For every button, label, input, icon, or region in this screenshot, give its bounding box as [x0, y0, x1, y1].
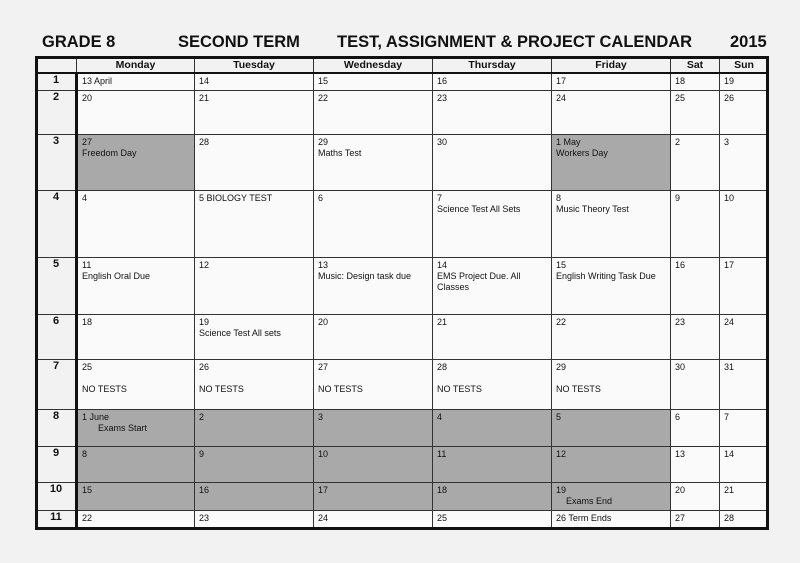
day-date: 24: [556, 92, 567, 103]
day-date: 22: [318, 92, 329, 103]
year-label: 2015: [730, 33, 767, 51]
day-date: 18: [437, 484, 448, 495]
day-date: 12: [556, 448, 567, 459]
day-date: 4: [82, 192, 88, 203]
day-note: Music: Design task due: [318, 271, 412, 282]
day-note: NO TESTS: [556, 384, 601, 395]
day-date: 13: [318, 260, 329, 271]
week-number: 5: [37, 258, 77, 315]
day-date: 11: [437, 448, 447, 459]
day-date: 23: [437, 92, 448, 103]
day-date: 3: [724, 136, 730, 147]
week-number: 7: [37, 360, 77, 409]
week-number: 4: [37, 190, 77, 257]
day-date: 21: [199, 92, 210, 103]
day-date: 19: [556, 484, 567, 495]
day-date: 20: [318, 317, 329, 328]
day-date: 1 June: [82, 411, 110, 422]
day-note: Exams End: [566, 495, 613, 506]
day-date: 24: [724, 317, 735, 328]
day-date: 4: [437, 411, 443, 422]
calendar-frame: [35, 56, 769, 530]
day-date: 28: [199, 136, 210, 147]
calendar-title: TEST, ASSIGNMENT & PROJECT CALENDAR: [337, 33, 693, 51]
day-date: 16: [675, 260, 686, 271]
day-date: 11: [82, 260, 92, 271]
col-header-tuesday: Tuesday: [195, 58, 314, 74]
col-header-wednesday: Wednesday: [314, 58, 433, 74]
day-date: 19: [724, 76, 735, 86]
day-date: 16: [199, 484, 210, 495]
day-date: 24: [318, 512, 329, 523]
week-number: 8: [37, 409, 77, 446]
day-note: NO TESTS: [437, 384, 482, 395]
day-date: 14: [437, 260, 448, 271]
day-date: 23: [675, 317, 686, 328]
day-date: 2: [675, 136, 681, 147]
day-date: 27: [82, 136, 93, 147]
day-date: 13 April: [82, 76, 113, 86]
day-date: 15: [318, 76, 329, 86]
day-note: Maths Test: [318, 147, 362, 158]
day-note: NO TESTS: [199, 384, 244, 395]
day-date: 21: [437, 317, 448, 328]
day-note: Workers Day: [556, 147, 608, 158]
day-note: English Oral Due: [82, 271, 151, 282]
week-number: 3: [37, 134, 77, 190]
day-date: 20: [675, 484, 686, 495]
col-header-monday: Monday: [77, 58, 195, 74]
day-date: 6: [675, 411, 681, 422]
day-date: 17: [724, 260, 735, 271]
day-date: 18: [82, 317, 93, 328]
day-date: 25: [675, 92, 686, 103]
day-date: 26: [724, 92, 735, 103]
day-date: 16: [437, 76, 448, 86]
day-date: 8: [556, 192, 562, 203]
day-date: 6: [318, 192, 324, 203]
day-date: 28: [724, 512, 735, 523]
day-date: 10: [724, 192, 735, 203]
day-note: Science Test All sets: [199, 328, 281, 339]
day-date: 22: [556, 317, 567, 328]
day-note: NO TESTS: [82, 384, 127, 395]
day-date: 29: [318, 136, 329, 147]
grade-label: GRADE 8: [42, 33, 116, 51]
day-date: 23: [199, 512, 210, 523]
day-date: 12: [199, 260, 210, 271]
day-date: 9: [199, 448, 205, 459]
day-date: 7: [724, 411, 730, 422]
day-note: English Writing Task Due: [556, 271, 656, 282]
day-date: 5: [556, 411, 562, 422]
day-date: 15: [82, 484, 93, 495]
day-note: Freedom Day: [82, 147, 137, 158]
week-number: 2: [37, 90, 77, 134]
week-number: 10: [37, 482, 77, 510]
week-number: 11: [37, 510, 77, 528]
day-note: Exams Start: [98, 422, 148, 433]
day-date: 9: [675, 192, 681, 203]
day-note: Music Theory Test: [556, 203, 629, 214]
day-date: 26: [199, 362, 210, 373]
day-date: 18: [675, 76, 686, 86]
day-date: 27: [318, 362, 329, 373]
day-date: 2: [199, 411, 205, 422]
col-header-sat: Sat: [671, 58, 720, 74]
day-date: 8: [82, 448, 88, 459]
day-date: 29: [556, 362, 567, 373]
day-note: Science Test All Sets: [437, 203, 521, 214]
day-date: 25: [437, 512, 448, 523]
day-note: EMS Project Due. All Classes: [437, 271, 521, 293]
week-number: 9: [37, 446, 77, 482]
day-date: 14: [199, 76, 210, 86]
day-date: 14: [724, 448, 735, 459]
day-date: 22: [82, 512, 93, 523]
day-date: 5 BIOLOGY TEST: [199, 192, 273, 203]
col-header-thursday: Thursday: [433, 58, 552, 74]
day-date: 26 Term Ends: [556, 512, 612, 523]
day-note: NO TESTS: [318, 384, 363, 395]
day-date: 30: [675, 362, 686, 373]
day-date: 17: [318, 484, 329, 495]
day-date: 1 May: [556, 136, 581, 147]
day-date: 21: [724, 484, 735, 495]
day-date: 31: [724, 362, 735, 373]
term-label: SECOND TERM: [178, 33, 300, 51]
day-date: 30: [437, 136, 448, 147]
day-date: 3: [318, 411, 324, 422]
day-date: 20: [82, 92, 93, 103]
week-number: 1: [37, 73, 77, 90]
day-date: 28: [437, 362, 448, 373]
day-date: 15: [556, 260, 567, 271]
col-header-friday: Friday: [552, 58, 671, 74]
day-date: 7: [437, 192, 443, 203]
day-date: 25: [82, 362, 93, 373]
day-date: 10: [318, 448, 329, 459]
col-header-sun: Sun: [720, 58, 769, 74]
day-date: 19: [199, 317, 210, 328]
day-date: 17: [556, 76, 567, 86]
day-date: 13: [675, 448, 686, 459]
day-date: 27: [675, 512, 686, 523]
week-number: 6: [37, 315, 77, 360]
